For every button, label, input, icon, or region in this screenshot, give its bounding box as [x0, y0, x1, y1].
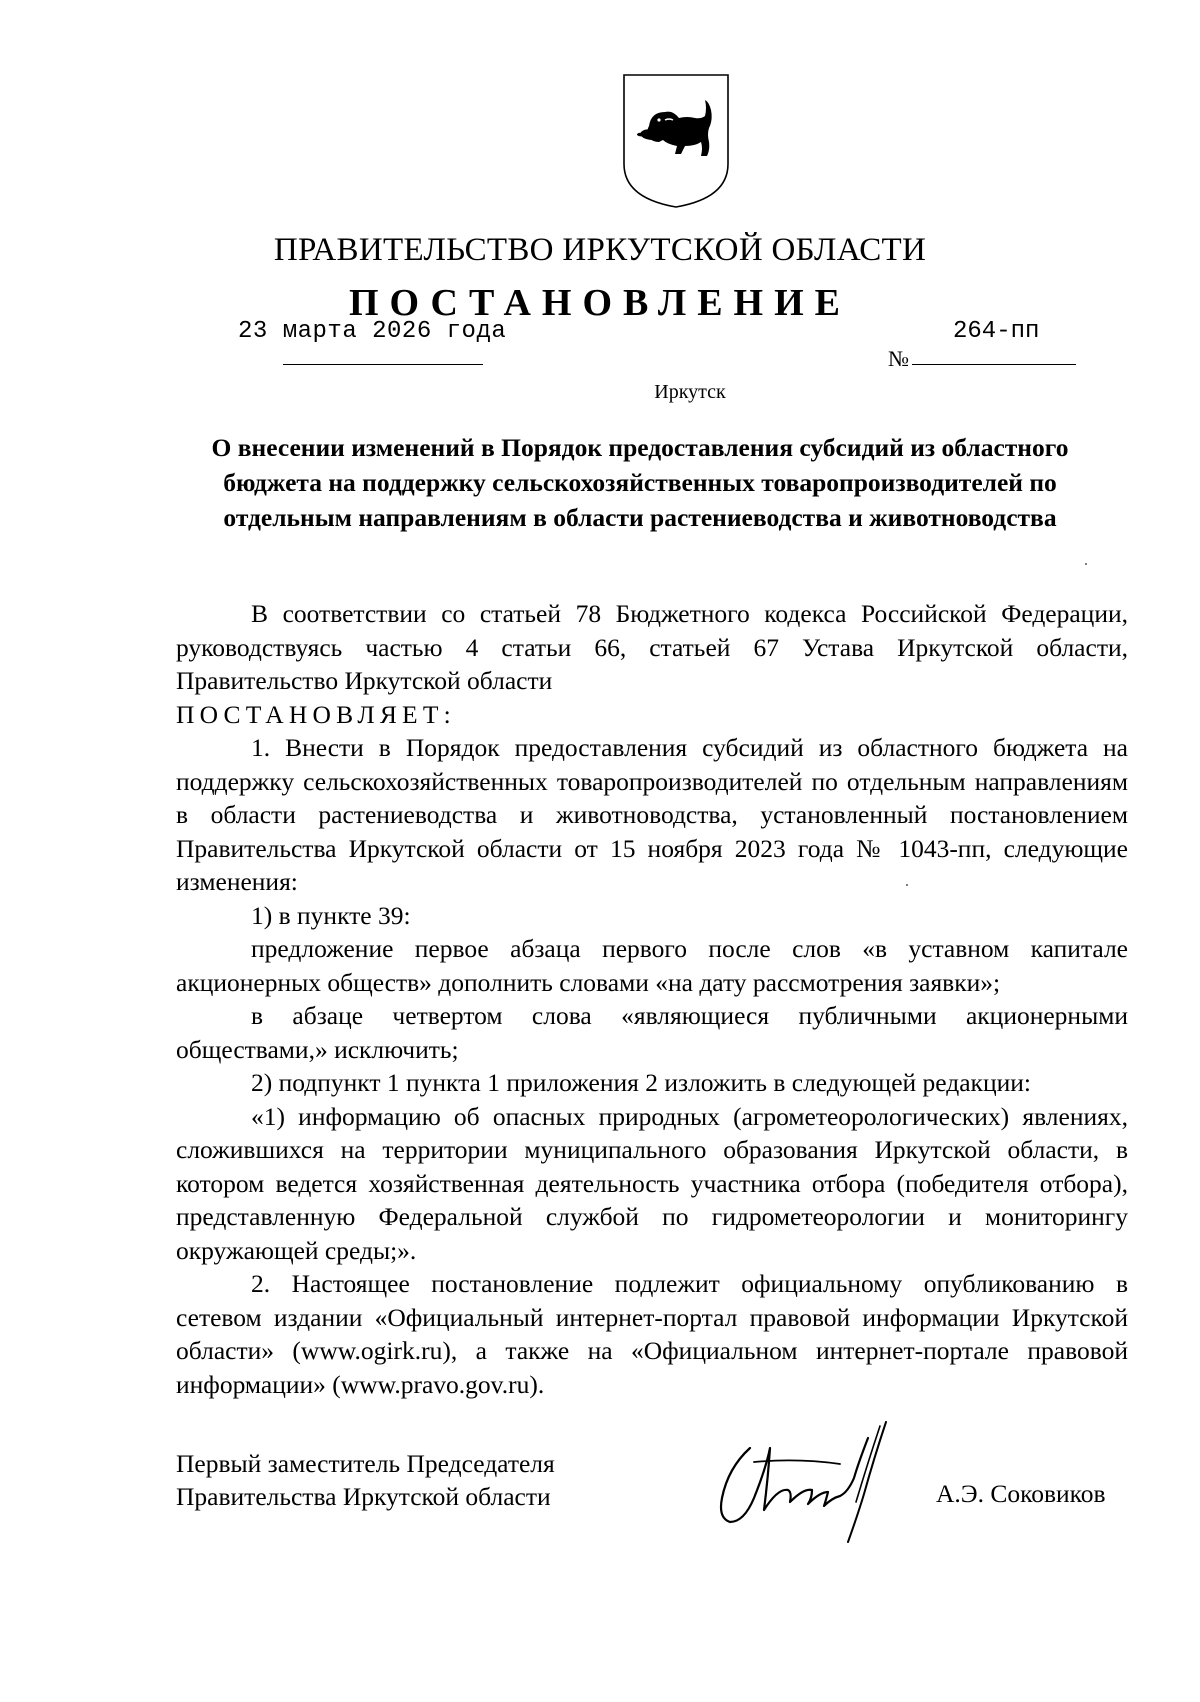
date-underline: [283, 364, 483, 365]
item-1-2-paragraph: 2) подпункт 1 пункта 1 приложения 2 изложить в следующей редакции:: [251, 1068, 1031, 1097]
item-1-1b-paragraph: в абзаце четвертом слова «являющиеся публичными акционерными обществами,» исключить;: [176, 1001, 1128, 1064]
number-sign: №: [888, 346, 909, 371]
item-1-1-paragraph: 1) в пункте 39:: [251, 900, 411, 930]
document-body: [176, 597, 1128, 1401]
item-1-paragraph: 1. Внести в Порядок предоставления субсидий из областного бюджета на поддержку сельскохозяйственных товаропроизводителей по отдельным направлениям в области растениеводства и животноводства, установленный постановлением Правительства Иркутской области от 15 ноября 2023 года № 1043-пп, следующие изменения:: [176, 733, 1128, 896]
number-underline: [912, 364, 1076, 365]
signer-position-line2: Правительства Иркутской области: [176, 1482, 551, 1511]
document-type: ПОСТАНОВЛЕНИЕ: [348, 282, 852, 324]
preamble-paragraph: В соответствии со статьей 78 Бюджетного кодекса Российской Федерации, руководствуясь частью 4 статьи 66, статьей 67 Устава Иркутской области, Правительство Иркутской области: [176, 599, 1128, 695]
signer-position-line1: Первый заместитель Председателя: [176, 1449, 555, 1478]
item-1-2a-paragraph: «1) информацию об опасных природных (агрометеорологических) явлениях, сложившихся на территории муниципального образования Иркутской области, в котором ведется хозяйственная деятельность участника отбора (победителя отбора), представленную Федеральной службой по гидрометеорологии и мониторингу окружающей среды;».: [176, 1101, 1128, 1265]
decree-word: ПОСТАНОВЛЯЕТ:: [176, 699, 456, 729]
item-1-1a-paragraph: предложение первое абзаца первого после слов «в уставном капитале акционерных обществ» дополнить словами «на дату рассмотрения заявки»;: [176, 934, 1128, 997]
document-subject: О внесении изменений в Порядок предоставления субсидий из областного бюджета на поддержку сельскохозяйственных товаропроизводителей по отдельным направлениям в области растениеводства и животноводства: [211, 433, 1069, 532]
government-title: ПРАВИТЕЛЬСТВО ИРКУТСКОЙ ОБЛАСТИ: [273, 232, 927, 268]
coat-of-arms-icon: [621, 72, 731, 210]
signer-position: [176, 1447, 555, 1513]
city: Иркутск: [654, 381, 726, 403]
scan-speck: [1085, 563, 1087, 565]
handwritten-signature-icon: [708, 1418, 898, 1548]
signer-name: А.Э. Соковиков: [936, 1479, 1106, 1508]
document-date: 23 марта 2026 года: [238, 318, 507, 345]
document-number: 264-пп: [953, 318, 1040, 345]
item-2-paragraph: 2. Настоящее постановление подлежит официальному опубликованию в сетевом издании «Официальный интернет-портал правовой информации Иркутской области» (www.ogirk.ru), а также на «Официальном интернет-портале правовой информации» (www.pravo.gov.ru).: [176, 1269, 1128, 1399]
